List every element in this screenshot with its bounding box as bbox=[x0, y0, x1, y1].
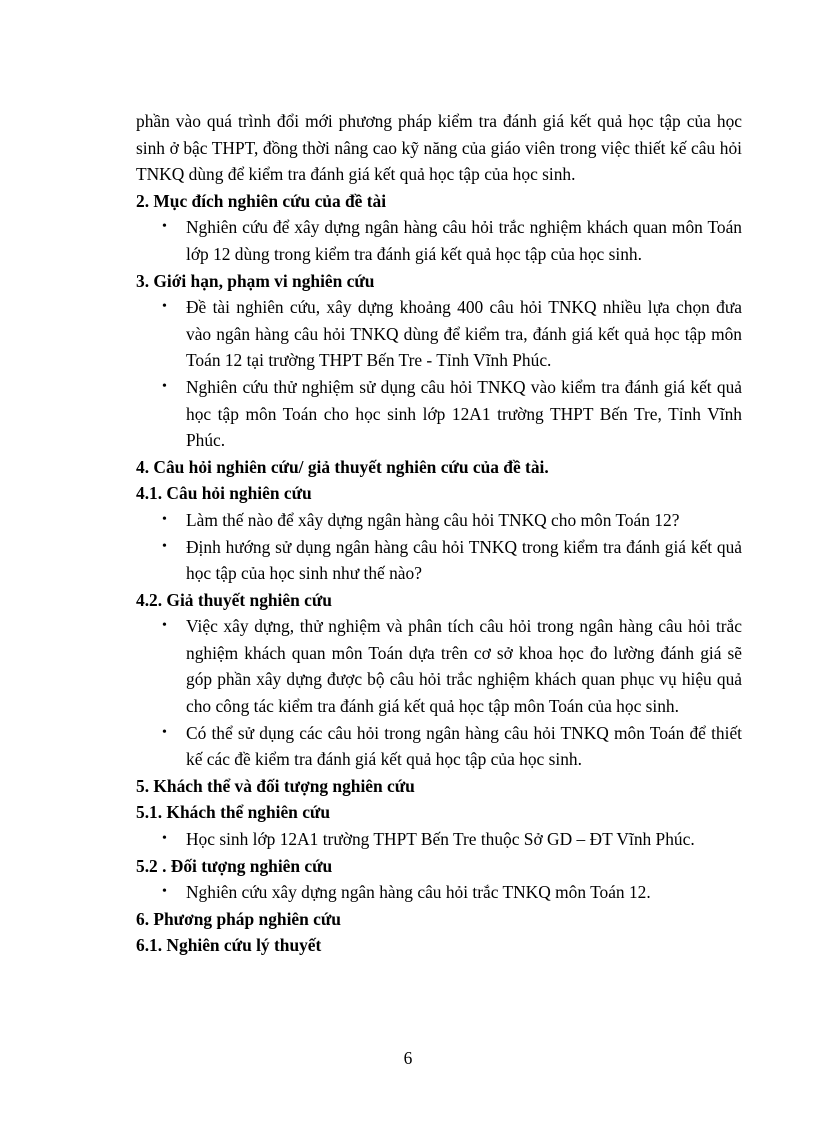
section-2-heading: 2. Mục đích nghiên cứu của đề tài bbox=[136, 190, 387, 211]
bullet-icon: • bbox=[162, 511, 167, 527]
section-5-1-heading: 5.1. Khách thể nghiên cứu bbox=[136, 802, 331, 823]
bullet-icon: • bbox=[162, 884, 167, 900]
section-3-list bbox=[136, 294, 742, 454]
list-item bbox=[136, 294, 742, 374]
section-2-list bbox=[136, 214, 742, 267]
bullet-icon: • bbox=[162, 538, 167, 554]
list-item bbox=[136, 374, 742, 454]
section-4-1-heading: 4.1. Câu hỏi nghiên cứu bbox=[136, 483, 312, 504]
section-6-heading: 6. Phương pháp nghiên cứu bbox=[136, 908, 341, 929]
document-page bbox=[136, 108, 742, 959]
section-6-1-heading: 6.1. Nghiên cứu lý thuyết bbox=[136, 935, 322, 956]
list-item bbox=[136, 720, 742, 773]
bullet-icon: • bbox=[162, 724, 167, 740]
list-item-text: Có thể sử dụng các câu hỏi trong ngân hàng câu hỏi TNKQ môn Toán để thiết kế các đề kiểm tra đánh giá kết quả học tập của học sinh. bbox=[186, 722, 742, 770]
list-item bbox=[136, 613, 742, 719]
list-item-text: Học sinh lớp 12A1 trường THPT Bến Tre thuộc Sở GD – ĐT Vĩnh Phúc. bbox=[186, 829, 695, 850]
page-number: 6 bbox=[403, 1048, 413, 1068]
bullet-icon: • bbox=[162, 219, 167, 235]
bullet-icon: • bbox=[162, 299, 167, 315]
section-4-heading: 4. Câu hỏi nghiên cứu/ giả thuyết nghiên cứu của đề tài. bbox=[136, 456, 549, 477]
section-3-heading: 3. Giới hạn, phạm vi nghiên cứu bbox=[136, 270, 375, 291]
section-4-1-list bbox=[136, 507, 742, 587]
list-item-text: Nghiên cứu thử nghiệm sử dụng câu hỏi TNKQ vào kiểm tra đánh giá kết quả học tập môn Toán cho học sinh lớp 12A1 trường THPT Bến Tre, Tỉnh Vĩnh Phúc. bbox=[186, 376, 742, 451]
bullet-icon: • bbox=[162, 831, 167, 847]
bullet-icon: • bbox=[162, 618, 167, 634]
section-4-2-heading: 4.2. Giả thuyết nghiên cứu bbox=[136, 589, 332, 610]
list-item-text: Việc xây dựng, thử nghiệm và phân tích câu hỏi trong ngân hàng câu hỏi trắc nghiệm khách quan môn Toán dựa trên cơ sở khoa học đo lường đánh giá sẽ góp phần xây dựng được bộ câu hỏi trắc nghiệm khách quan phục vụ hiệu quả cho công tác kiểm tra đánh giá kết quả học tập môn Toán của học sinh. bbox=[186, 616, 742, 717]
list-item-text: Đề tài nghiên cứu, xây dựng khoảng 400 câu hỏi TNKQ nhiều lựa chọn đưa vào ngân hàng câu hỏi TNKQ dùng để kiểm tra, đánh giá kết quả học tập môn Toán 12 tại trường THPT Bến Tre - Tỉnh Vĩnh Phúc. bbox=[186, 297, 742, 371]
bullet-icon: • bbox=[162, 378, 167, 394]
section-5-1-list bbox=[136, 826, 742, 853]
list-item bbox=[136, 534, 742, 587]
list-item bbox=[136, 826, 742, 853]
section-5-2-heading: 5.2 . Đối tượng nghiên cứu bbox=[136, 855, 333, 876]
section-5-heading: 5. Khách thể và đối tượng nghiên cứu bbox=[136, 775, 415, 796]
intro-paragraph: phần vào quá trình đổi mới phương pháp kiểm tra đánh giá kết quả học tập của học sinh ở bậc THPT, đồng thời nâng cao kỹ năng của giáo viên trong việc thiết kế câu hỏi TNKQ dùng để kiểm tra đánh giá kết quả học tập của học sinh. bbox=[136, 111, 742, 185]
section-4-2-list bbox=[136, 613, 742, 773]
list-item bbox=[136, 507, 742, 534]
list-item bbox=[136, 214, 742, 267]
section-5-2-list bbox=[136, 879, 742, 906]
list-item-text: Định hướng sử dụng ngân hàng câu hỏi TNKQ trong kiểm tra đánh giá kết quả học tập của học sinh như thế nào? bbox=[186, 536, 742, 584]
list-item bbox=[136, 879, 742, 906]
list-item-text: Nghiên cứu xây dựng ngân hàng câu hỏi trắc TNKQ môn Toán 12. bbox=[186, 882, 651, 903]
list-item-text: Làm thế nào để xây dựng ngân hàng câu hỏi TNKQ cho môn Toán 12? bbox=[186, 509, 680, 530]
list-item-text: Nghiên cứu để xây dựng ngân hàng câu hỏi trắc nghiệm khách quan môn Toán lớp 12 dùng trong kiểm tra đánh giá kết quả học tập của học sinh. bbox=[186, 217, 742, 264]
